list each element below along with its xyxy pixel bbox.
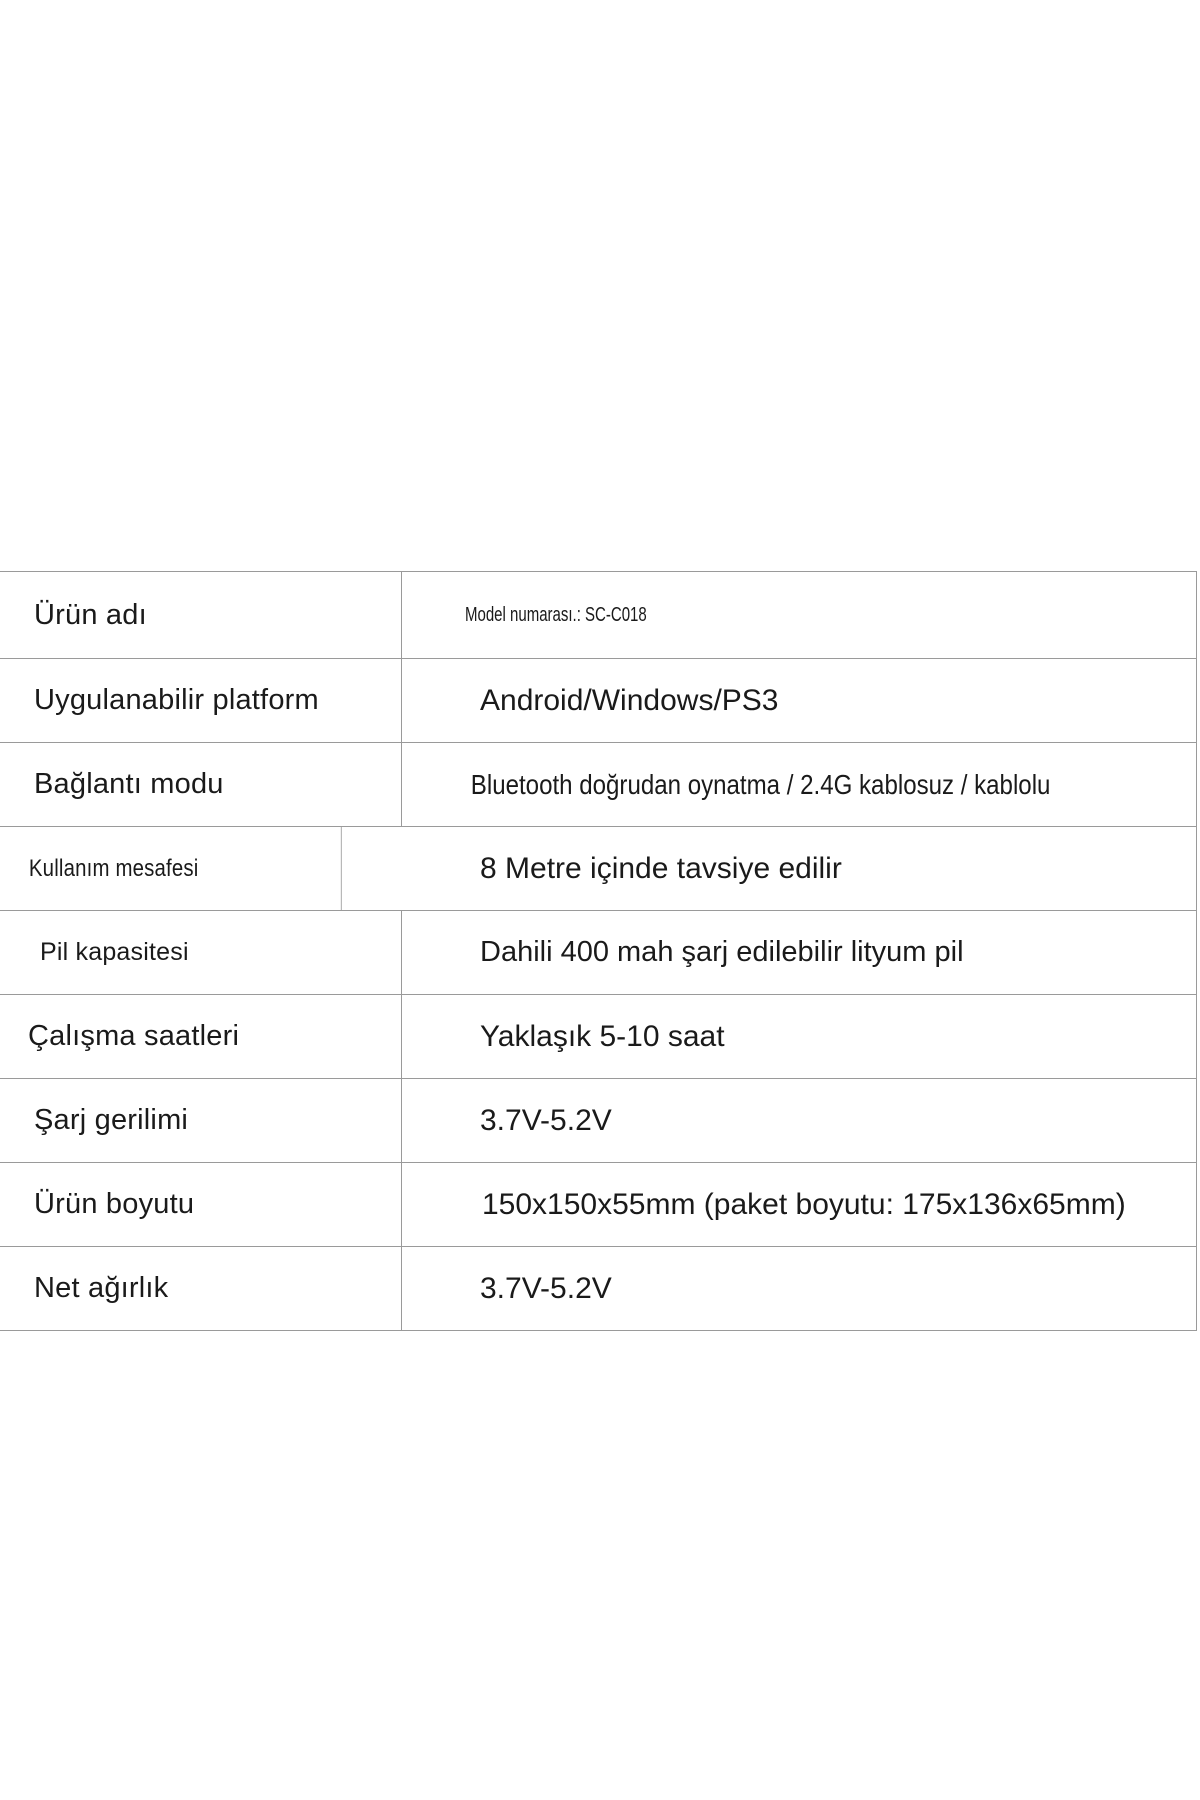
spec-row-product-size — [0, 1162, 1196, 1246]
spec-row-working-hours — [0, 994, 1196, 1078]
spec-label: Pil kapasitesi — [0, 911, 402, 994]
spec-label: Çalışma saatleri — [0, 995, 402, 1078]
spec-row-product-name — [0, 572, 1196, 658]
spec-table — [0, 571, 1197, 1331]
spec-label: Kullanım mesafesi — [0, 827, 342, 910]
spec-label: Şarj gerilimi — [0, 1079, 402, 1162]
spec-row-charge-voltage — [0, 1078, 1196, 1162]
spec-row-platform — [0, 658, 1196, 742]
spec-value: 150x150x55mm (paket boyutu: 175x136x65mm) — [482, 1187, 1126, 1221]
spec-label: Uygulanabilir platform — [0, 659, 402, 742]
spec-row-connection-mode — [0, 742, 1196, 826]
spec-row-usage-distance — [0, 826, 1196, 910]
spec-label: Net ağırlık — [0, 1247, 402, 1330]
spec-row-net-weight — [0, 1246, 1196, 1330]
spec-label: Bağlantı modu — [0, 743, 402, 826]
spec-value: 3.7V-5.2V — [480, 1271, 612, 1305]
spec-value: 3.7V-5.2V — [480, 1103, 612, 1137]
spec-value: 8 Metre içinde tavsiye edilir — [480, 851, 842, 885]
spec-value: Model numarası.: SC-C018 — [465, 603, 647, 626]
spec-row-battery-capacity — [0, 910, 1196, 994]
spec-label: Ürün adı — [0, 572, 402, 658]
spec-value: Bluetooth doğrudan oynatma / 2.4G kablosuz / kablolu — [470, 768, 1051, 800]
spec-label: Ürün boyutu — [0, 1163, 402, 1246]
spec-value: Yaklaşık 5-10 saat — [480, 1019, 725, 1053]
spec-value: Android/Windows/PS3 — [480, 683, 779, 717]
spec-value: Dahili 400 mah şarj edilebilir lityum pil — [480, 936, 964, 968]
